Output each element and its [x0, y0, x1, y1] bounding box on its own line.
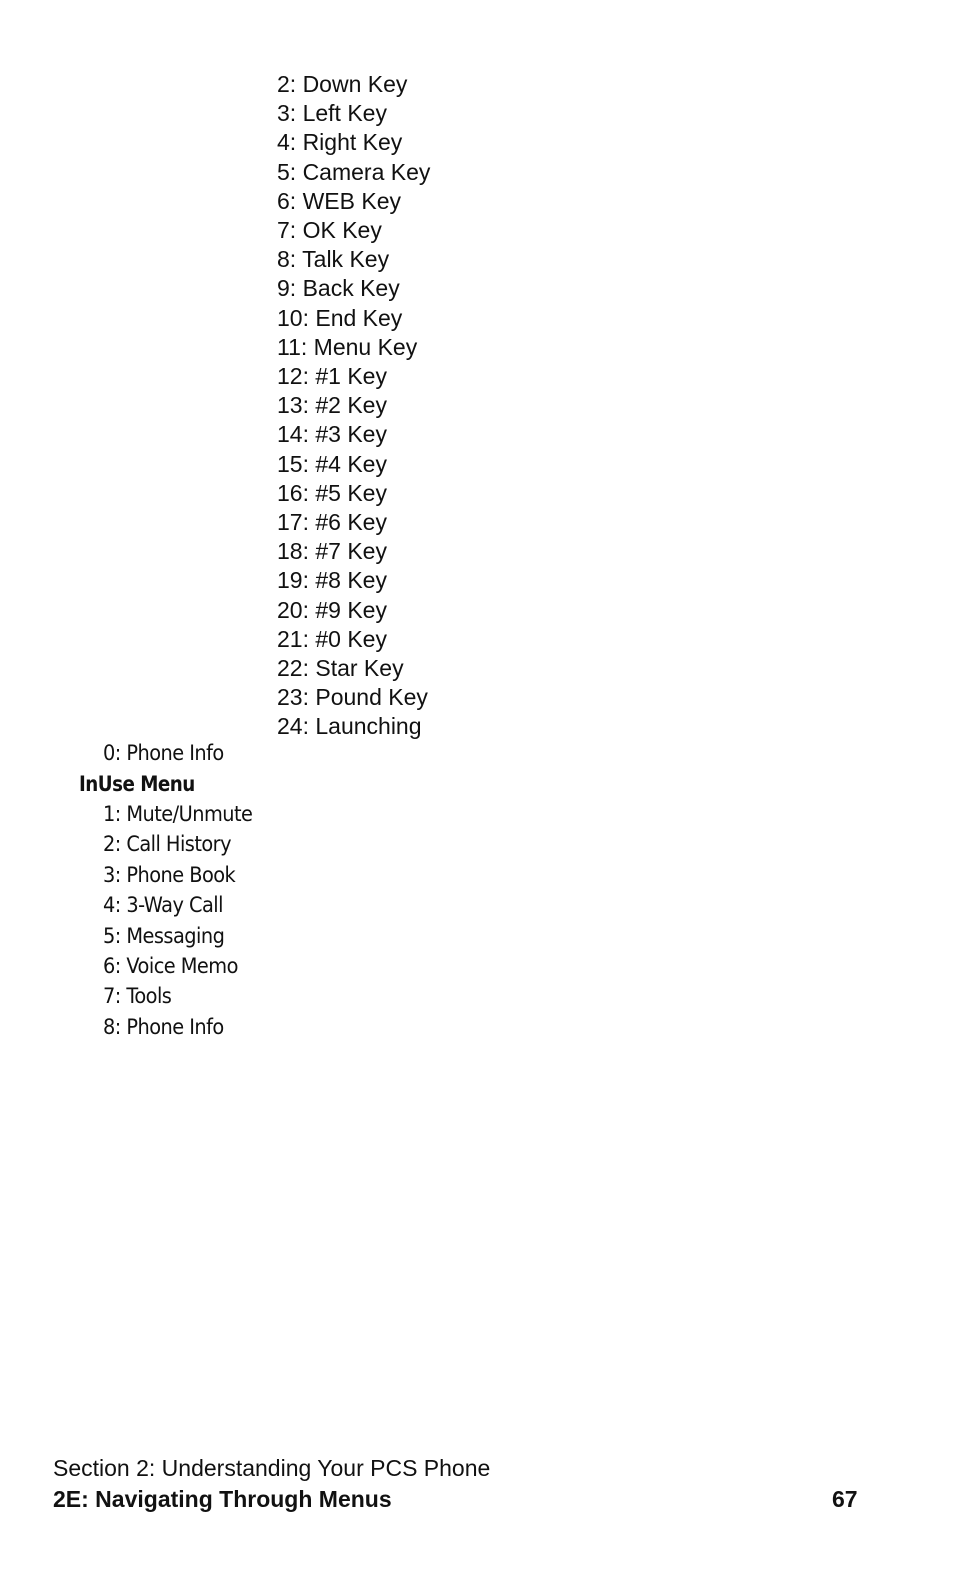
footer-section-title: Section 2: Understanding Your PCS Phone — [53, 1455, 491, 1481]
list-item: 20: #9 Key — [277, 596, 387, 623]
list-item: 9: Back Key — [277, 275, 400, 302]
list-item: 2: Down Key — [277, 71, 408, 97]
inuse-menu-list — [103, 800, 252, 1043]
list-item: 23: Pound Key — [277, 684, 428, 711]
list-item: 14: #3 Key — [277, 421, 387, 448]
list-item: 17: #6 Key — [277, 509, 387, 536]
list-item: 4: Right Key — [277, 129, 403, 156]
list-item: 3: Phone Book — [103, 862, 236, 888]
list-item: 5: Messaging — [103, 923, 225, 949]
list-item: 3: Left Key — [277, 100, 387, 127]
list-item: 21: #0 Key — [277, 625, 387, 652]
list-item: 2: Call History — [103, 832, 231, 858]
phone-info-item: 0: Phone Info — [103, 741, 224, 766]
list-item: 8: Talk Key — [277, 246, 390, 273]
list-item: 12: #1 Key — [277, 363, 387, 390]
footer-chapter-title: 2E: Navigating Through Menus — [53, 1486, 392, 1512]
list-item: 22: Star Key — [277, 655, 404, 682]
list-item: 4: 3-Way Call — [103, 893, 223, 919]
list-item: 18: #7 Key — [277, 538, 387, 565]
key-setting-list — [277, 70, 430, 742]
list-item: 6: WEB Key — [277, 187, 401, 214]
list-item: 15: #4 Key — [277, 450, 387, 477]
list-item: 1: Mute/Unmute — [103, 802, 253, 827]
inuse-menu-heading: InUse Menu — [79, 772, 195, 797]
list-item: 11: Menu Key — [277, 333, 418, 360]
list-item: 7: Tools — [103, 984, 172, 1010]
list-item: 24: Launching — [277, 713, 422, 740]
list-item: 8: Phone Info — [103, 1014, 224, 1040]
list-item: 19: #8 Key — [277, 567, 387, 594]
list-item: 5: Camera Key — [277, 158, 431, 185]
list-item: 10: End Key — [277, 304, 403, 331]
list-item: 7: OK Key — [277, 217, 382, 244]
list-item: 6: Voice Memo — [103, 954, 238, 980]
list-item: 16: #5 Key — [277, 479, 387, 506]
page-number: 67 — [832, 1486, 858, 1512]
list-item: 13: #2 Key — [277, 392, 387, 419]
